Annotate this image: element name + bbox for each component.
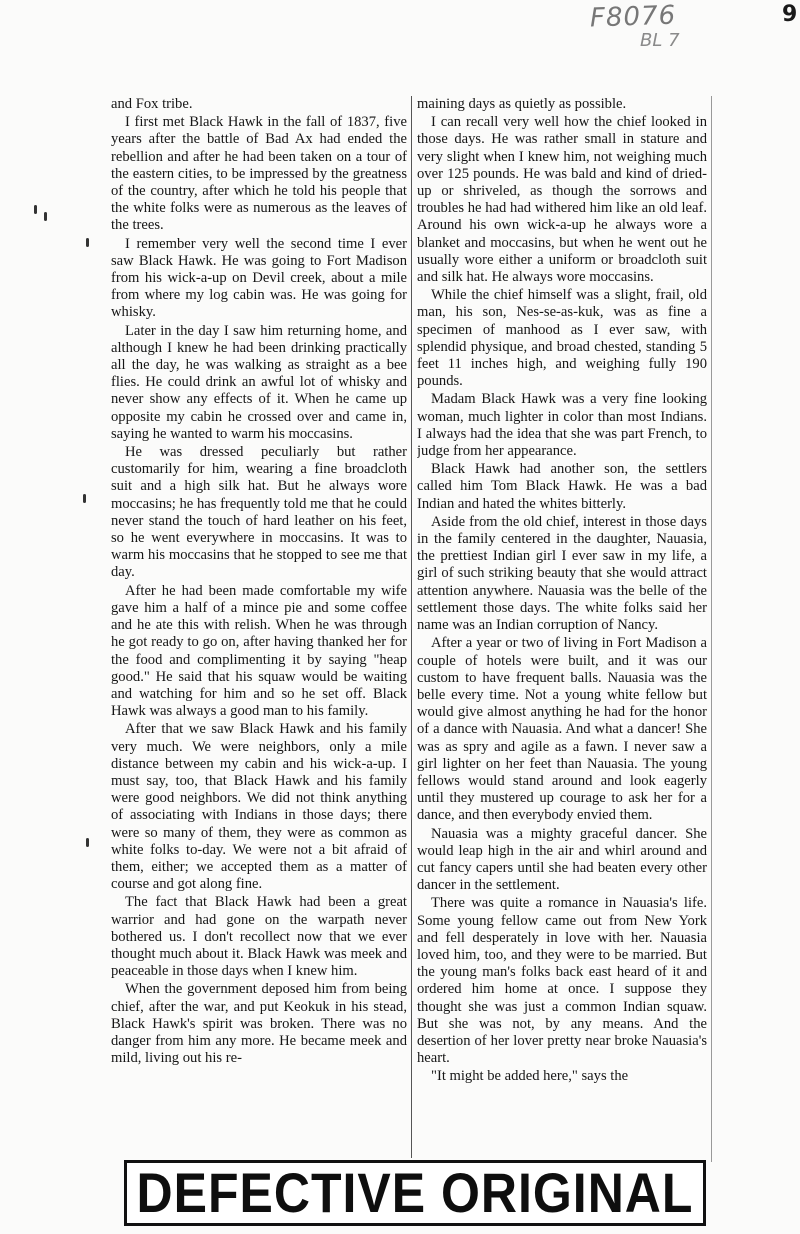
paragraph: After a year or two of living in Fort Madison a couple of hotels were built, and it was our custom to have frequent balls. Nauasia was the belle every time. Not a young white fellow but would give almost anything he had for the honor of a dance with Nauasia. And what a dancer! She was as spry and agile as a fawn. I never saw a girl lighter on her feet than Nauasia. The young fellows would stand around and look eagerly until they mustered up courage to ask her for a dance, and then everybody envied them. <box>417 635 707 824</box>
margin-mark <box>34 205 37 214</box>
paragraph: maining days as quietly as possible. <box>417 96 627 112</box>
defective-original-stamp <box>124 1160 706 1226</box>
paragraph: The fact that Black Hawk had been a great warrior and had gone on the warpath never bothered us. I don't recollect now that we ever thought much about it. Black Hawk was meek and peaceable in those days when I knew him. <box>111 894 407 980</box>
paragraph: "It might be added here," says the <box>431 1068 629 1085</box>
column-edge-rule <box>711 96 712 1162</box>
column-divider <box>411 96 412 1158</box>
paragraph: Madam Black Hawk was a very fine looking woman, much lighter in color than most Indians. I always had the idea that she was part French, to judge from her appearance. <box>417 391 707 460</box>
article-column-left <box>111 96 407 1158</box>
margin-mark <box>83 494 86 503</box>
paragraph: Later in the day I saw him returning home, and although I knew he had been drinking practically all the day, he was walking as straight as a bee flies. He could drink an awful lot of whisky and never show any effects of it. When he came up opposite my cabin he crossed over and came in, saying he wanted to warm his moccasins. <box>111 322 407 442</box>
paragraph: I can recall very well how the chief looked in those days. He was rather small in stature and very slight when I knew him, not weighing much over 125 pounds. He was bald and kind of dried-up or shriveled, as though the sorrows and troubles he had had withered him like an old leaf. Around his own wick-a-up he always wore a blanket and moccasins, but when he went out he usually wore either a uniform or broadcloth suit and silk hat. He always wore moccasins. <box>417 114 707 286</box>
catalog-code-handwritten: F8076 <box>589 0 677 34</box>
page-number: 9 <box>782 2 798 27</box>
paragraph: After he had been made comfortable my wife gave him a half of a mince pie and some coffee and he ate this with relish. When he was through he got ready to go on, after having thanked her for the food and complimenting it by saying "heap good." He said that his squaw would be waiting and watching for him and so he set off. Black Hawk was always a good man to his family. <box>111 582 407 720</box>
article-column-right <box>417 96 707 1162</box>
paragraph: I first met Black Hawk in the fall of 1837, five years after the battle of Bad Ax had ended the rebellion and after he had been taken on a tour of the eastern cities, to be impressed by the greatness of the country, after which he told his people that the white folks were as numerous as the leaves of the trees. <box>111 114 407 234</box>
paragraph: He was dressed peculiarly but rather customarily for him, wearing a fine broadcloth suit and a high silk hat. But he always wore moccasins; he has frequently told me that he could never stand the touch of hard leather on his feet, so he went everywhere in moccasins. It was to warm his moccasins that he stopped to see me that day. <box>111 444 407 581</box>
paragraph: and Fox tribe. <box>111 96 193 112</box>
stamp-text: DEFECTIVE ORIGINAL <box>136 1161 694 1225</box>
paragraph: When the government deposed him from being chief, after the war, and put Keokuk in his stead, Black Hawk's spirit was broken. There was no danger from him any more. He became meek and mild, living out his re- <box>111 981 407 1067</box>
paragraph: While the chief himself was a slight, frail, old man, his son, Nes-se-as-kuk, was as fine a specimen of manhood as I ever saw, with splendid physique, and broad chested, standing 5 feet 11 inches high, and weighing fully 190 pounds. <box>417 287 707 390</box>
margin-mark <box>86 238 89 247</box>
catalog-sub-handwritten: BL 7 <box>640 30 680 51</box>
paragraph: There was quite a romance in Nauasia's life. Some young fellow came out from New York and fell desperately in love with her. Nauasia loved him, too, and they were to be married. But the young man's folks back east heard of it and ordered him home at once. I suppose they thought she was just a common Indian squaw. But she was not, by any means. And the desertion of her lover pretty near broke Nauasia's heart. <box>417 895 707 1067</box>
margin-mark <box>44 212 47 221</box>
paragraph: Aside from the old chief, interest in those days in the family centered in the daughter, Nauasia, the prettiest Indian girl I ever saw in my life, a girl of such striking beauty that she would attract attention anywhere. Nauasia was the belle of the settlement those days. The white folks said her name was an Indian corruption of Nancy. <box>417 513 707 634</box>
margin-mark <box>86 838 89 847</box>
paragraph: Nauasia was a mighty graceful dancer. She would leap high in the air and whirl around and cut fancy capers until she had beaten every other dancer in the settlement. <box>417 825 707 894</box>
paragraph: Black Hawk had another son, the settlers called him Tom Black Hawk. He was a bad Indian and hated the whites bitterly. <box>417 461 707 512</box>
paragraph: I remember very well the second time I ever saw Black Hawk. He was going to Fort Madison from his wick-a-up on Devil creek, about a mile from where my log cabin was. He was going for whisky. <box>111 235 407 321</box>
paragraph: After that we saw Black Hawk and his family very much. We were neighbors, only a mile distance between my cabin and his wick-a-up. I must say, too, that Black Hawk and his family were good neighbors. We did not think anything of associating with Indians in those days; there were so many of them, they were as common as white folks to-day. We were not a bit afraid of them, either; we accepted them as a matter of course and got along fine. <box>111 721 407 893</box>
